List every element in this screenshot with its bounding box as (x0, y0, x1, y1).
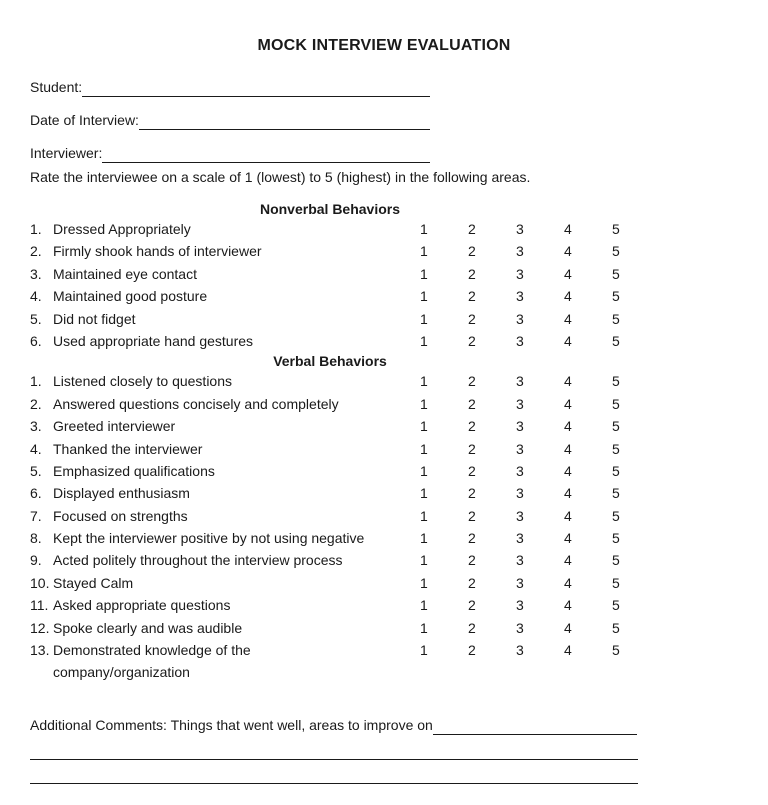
rating-option-3: 3 (516, 243, 524, 260)
item-number: 3. (30, 418, 42, 435)
rating-option-5: 5 (612, 440, 620, 457)
rating-option-4: 4 (564, 440, 572, 457)
rating-item-row (30, 594, 660, 616)
rating-option-5: 5 (612, 552, 620, 569)
rating-option-3: 3 (516, 462, 524, 479)
item-text: Stayed Calm (53, 574, 134, 591)
date-of-interview-label: Date of Interview: (30, 112, 139, 128)
rating-item-row (30, 617, 660, 639)
additional-comments-fill-line (433, 717, 637, 735)
rating-option-3: 3 (516, 373, 524, 390)
item-text: Did not fidget (53, 310, 136, 327)
page-title: MOCK INTERVIEW EVALUATION (257, 37, 511, 54)
item-number: 4. (30, 288, 42, 305)
rating-option-2: 2 (468, 530, 476, 547)
rating-item-row (30, 505, 660, 527)
rating-option-1: 1 (420, 310, 428, 327)
item-text: Used appropriate hand gestures (53, 332, 254, 349)
rating-option-1: 1 (420, 395, 428, 412)
rating-option-3: 3 (516, 574, 524, 591)
rating-option-1: 1 (420, 597, 428, 614)
rating-option-2: 2 (468, 507, 476, 524)
item-number: 10. (30, 574, 50, 591)
date-of-interview-fill-line (139, 112, 430, 130)
rating-option-3: 3 (516, 440, 524, 457)
additional-comments-row (30, 715, 637, 735)
item-text: Thanked the interviewer (53, 440, 203, 457)
rating-option-1: 1 (420, 530, 428, 547)
rating-option-2: 2 (468, 485, 476, 502)
rating-option-4: 4 (564, 597, 572, 614)
rating-option-1: 1 (420, 619, 428, 636)
rating-item-row (30, 415, 660, 437)
rating-option-4: 4 (564, 507, 572, 524)
student-label: Student: (30, 79, 83, 95)
item-number: 8. (30, 530, 42, 547)
rating-option-2: 2 (468, 642, 476, 659)
student-fill-line (82, 79, 430, 97)
rating-option-3: 3 (516, 642, 524, 659)
rating-option-1: 1 (420, 221, 428, 237)
rating-option-1: 1 (420, 552, 428, 569)
rating-option-5: 5 (612, 265, 620, 282)
rating-option-4: 4 (564, 485, 572, 502)
rating-option-5: 5 (612, 310, 620, 327)
rating-option-2: 2 (468, 462, 476, 479)
rating-option-5: 5 (612, 574, 620, 591)
rating-option-5: 5 (612, 530, 620, 547)
item-text: Firmly shook hands of interviewer (53, 243, 262, 260)
rating-option-3: 3 (516, 597, 524, 614)
rating-option-4: 4 (564, 243, 572, 260)
rating-item-row (30, 527, 660, 549)
rating-option-3: 3 (516, 485, 524, 502)
rating-option-2: 2 (468, 288, 476, 305)
rating-option-2: 2 (468, 243, 476, 260)
rating-option-1: 1 (420, 574, 428, 591)
item-text: Greeted interviewer (53, 418, 176, 435)
rating-option-5: 5 (612, 485, 620, 502)
item-number: 9. (30, 552, 42, 569)
rating-option-2: 2 (468, 440, 476, 457)
rating-option-2: 2 (468, 395, 476, 412)
rating-sections (30, 200, 768, 684)
interviewer-label: Interviewer: (30, 145, 103, 161)
rating-option-1: 1 (420, 507, 428, 524)
rating-option-5: 5 (612, 243, 620, 260)
item-text: Listened closely to questions (53, 373, 232, 390)
rating-option-4: 4 (564, 642, 572, 659)
comments-blank-line-2 (30, 783, 638, 784)
rating-option-4: 4 (564, 619, 572, 636)
rating-item-row (30, 549, 660, 571)
item-number: 4. (30, 440, 42, 457)
rating-item-row (30, 572, 660, 594)
item-text: Displayed enthusiasm (53, 485, 190, 502)
rating-item-row (30, 330, 660, 352)
rating-item-row (30, 482, 660, 504)
rating-instruction: Rate the interviewee on a scale of 1 (lowest) to 5 (highest) in the following areas. (30, 169, 531, 185)
rating-item-row (30, 393, 660, 415)
rating-option-3: 3 (516, 221, 524, 237)
rating-option-5: 5 (612, 288, 620, 305)
rating-item-row (30, 460, 660, 482)
item-number: 5. (30, 462, 42, 479)
rating-option-2: 2 (468, 332, 476, 349)
item-number: 1. (30, 221, 42, 237)
rating-option-1: 1 (420, 462, 428, 479)
rating-option-3: 3 (516, 332, 524, 349)
rating-option-2: 2 (468, 619, 476, 636)
rating-option-5: 5 (612, 373, 620, 390)
rating-option-5: 5 (612, 642, 620, 659)
rating-option-4: 4 (564, 462, 572, 479)
rating-option-1: 1 (420, 418, 428, 435)
item-number: 12. (30, 619, 50, 636)
rating-item-row (30, 639, 660, 661)
rating-item-row (30, 370, 660, 392)
rating-option-3: 3 (516, 552, 524, 569)
rating-option-1: 1 (420, 288, 428, 305)
rating-option-5: 5 (612, 395, 620, 412)
rating-option-5: 5 (612, 221, 620, 237)
rating-option-5: 5 (612, 507, 620, 524)
rating-option-5: 5 (612, 462, 620, 479)
rating-option-4: 4 (564, 265, 572, 282)
section-heading: Verbal Behaviors (273, 353, 387, 370)
item-text: Maintained eye contact (53, 265, 197, 282)
rating-option-4: 4 (564, 552, 572, 569)
item-text: Spoke clearly and was audible (53, 619, 243, 636)
rating-item-row (30, 218, 660, 240)
rating-option-2: 2 (468, 373, 476, 390)
rating-option-2: 2 (468, 310, 476, 327)
rating-item-row (30, 438, 660, 460)
rating-option-1: 1 (420, 485, 428, 502)
rating-option-4: 4 (564, 574, 572, 591)
rating-option-3: 3 (516, 530, 524, 547)
item-number: 11. (30, 597, 49, 614)
rating-option-2: 2 (468, 418, 476, 435)
date-of-interview-field-row (30, 110, 430, 130)
item-text: Dressed Appropriately (53, 221, 191, 237)
item-number: 6. (30, 485, 42, 502)
rating-option-5: 5 (612, 332, 620, 349)
rating-option-4: 4 (564, 288, 572, 305)
item-text: Asked appropriate questions (53, 597, 231, 614)
item-number: 13. (30, 642, 50, 659)
interviewer-fill-line (102, 145, 430, 163)
rating-option-3: 3 (516, 310, 524, 327)
rating-option-4: 4 (564, 395, 572, 412)
rating-option-3: 3 (516, 619, 524, 636)
student-field-row (30, 77, 430, 97)
rating-item-row (30, 285, 660, 307)
rating-item-row (30, 263, 660, 285)
item-text-continuation: company/organization (53, 664, 190, 681)
rating-item-continuation-row (30, 661, 660, 683)
rating-option-4: 4 (564, 418, 572, 435)
rating-option-5: 5 (612, 619, 620, 636)
rating-option-3: 3 (516, 507, 524, 524)
rating-option-3: 3 (516, 418, 524, 435)
item-number: 2. (30, 243, 42, 260)
rating-option-2: 2 (468, 552, 476, 569)
rating-option-1: 1 (420, 332, 428, 349)
item-number: 7. (30, 507, 42, 524)
rating-option-3: 3 (516, 265, 524, 282)
rating-option-2: 2 (468, 221, 476, 237)
item-text: Demonstrated knowledge of the (53, 642, 251, 659)
rating-option-1: 1 (420, 373, 428, 390)
rating-option-4: 4 (564, 310, 572, 327)
item-text: Focused on strengths (53, 507, 188, 524)
rating-option-1: 1 (420, 642, 428, 659)
rating-option-1: 1 (420, 243, 428, 260)
item-text: Maintained good posture (53, 288, 208, 305)
rating-option-3: 3 (516, 395, 524, 412)
rating-option-4: 4 (564, 530, 572, 547)
item-text: Answered questions concisely and completely (53, 395, 339, 412)
rating-option-5: 5 (612, 597, 620, 614)
rating-option-4: 4 (564, 221, 572, 237)
rating-option-1: 1 (420, 265, 428, 282)
item-text: Emphasized qualifications (53, 462, 215, 479)
item-text: Acted politely throughout the interview process (53, 552, 343, 569)
interviewer-field-row (30, 143, 430, 163)
item-text: Kept the interviewer positive by not using negative (53, 530, 365, 547)
rating-option-2: 2 (468, 265, 476, 282)
rating-option-2: 2 (468, 597, 476, 614)
additional-comments-label: Additional Comments: Things that went well, areas to improve on (30, 716, 433, 733)
item-number: 6. (30, 332, 42, 349)
item-number: 5. (30, 310, 42, 327)
comments-blank-line-1 (30, 759, 638, 760)
rating-item-row (30, 240, 660, 262)
rating-option-4: 4 (564, 373, 572, 390)
rating-option-1: 1 (420, 440, 428, 457)
section-heading: Nonverbal Behaviors (259, 201, 401, 217)
item-number: 2. (30, 395, 42, 412)
rating-option-5: 5 (612, 418, 620, 435)
rating-option-3: 3 (516, 288, 524, 305)
rating-option-2: 2 (468, 574, 476, 591)
item-number: 3. (30, 265, 42, 282)
item-number: 1. (30, 373, 42, 390)
rating-option-4: 4 (564, 332, 572, 349)
rating-item-row (30, 308, 660, 330)
